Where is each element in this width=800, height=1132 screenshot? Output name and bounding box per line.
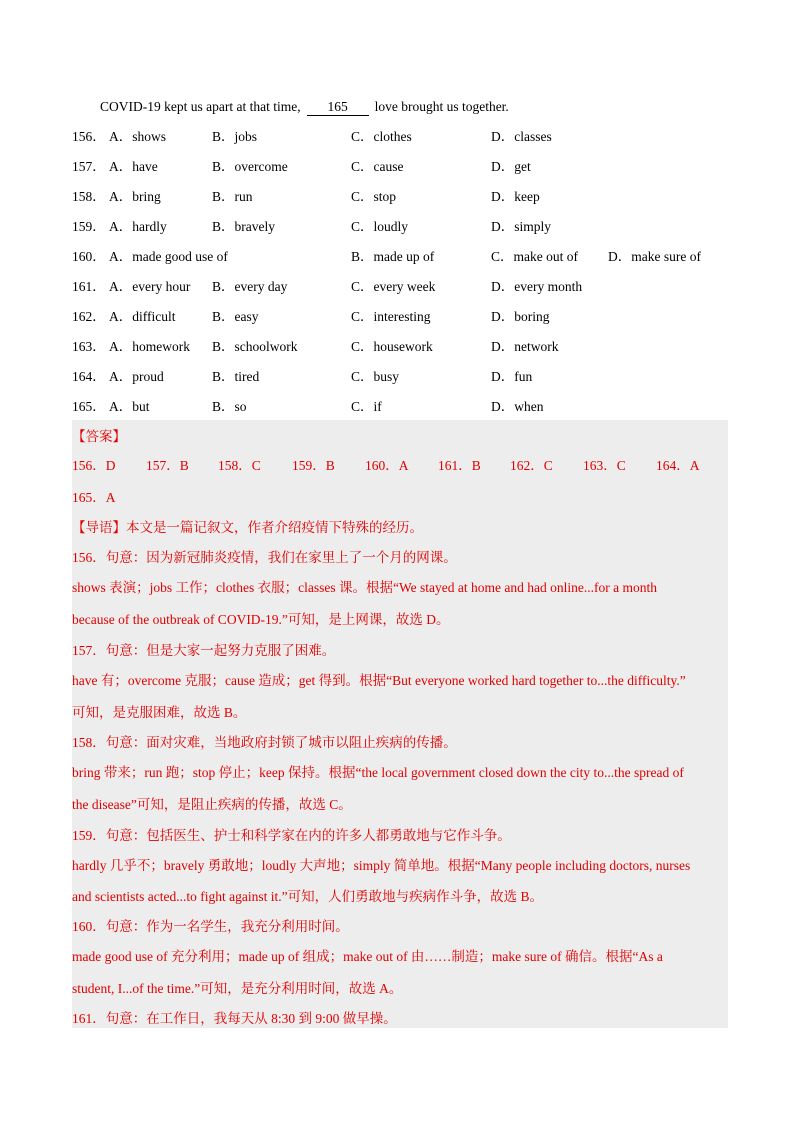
option-c: C．interesting — [351, 309, 431, 324]
option-d: C．make out of — [491, 249, 578, 264]
explanation-line: 158．句意：面对灾难，当地政府封锁了城市以阻止疾病的传播。 — [72, 735, 457, 750]
question-row — [72, 337, 732, 357]
explanation-line: bring 带来；run 跑；stop 停止；keep 保持。根据“the local government closed down the city to...the spread of — [72, 765, 684, 780]
option-b: B．run — [212, 189, 253, 204]
question-number: 164． — [72, 369, 106, 384]
option-a: A．proud — [109, 369, 164, 384]
answer-item: 160．A — [365, 458, 409, 473]
explanation-line: 160．句意：作为一名学生，我充分利用时间。 — [72, 919, 349, 934]
answer-row-2 — [72, 488, 116, 508]
explanation-line: 【导语】本文是一篇记叙文，作者介绍疫情下特殊的经历。 — [72, 520, 423, 535]
option-a: A．have — [109, 159, 158, 174]
explanation-line: student, I...of the time.”可知，是充分利用时间，故选 A。 — [72, 981, 403, 996]
explanation-line: hardly 几乎不；bravely 勇敢地；loudly 大声地；simply 简单地。根据“Many people including doctors, nurses — [72, 858, 691, 873]
option-c: C．stop — [351, 189, 397, 204]
option-d: D．make sure of — [608, 249, 701, 264]
option-c: C．if — [351, 399, 382, 414]
option-b: B．every day — [212, 279, 288, 294]
option-a: A．made good use of — [109, 249, 228, 264]
question-row — [72, 397, 732, 417]
answer-item: 164．A — [656, 458, 700, 473]
option-a: A．every hour — [109, 279, 191, 294]
option-b: B．overcome — [212, 159, 288, 174]
blank-165: 165 — [307, 99, 369, 116]
question-row — [72, 277, 732, 297]
option-c: C．cause — [351, 159, 404, 174]
explanation-line: 159．句意：包括医生、护士和科学家在内的许多人都勇敢地与它作斗争。 — [72, 828, 511, 843]
question-row — [72, 187, 732, 207]
option-b: B．schoolwork — [212, 339, 298, 354]
option-d: D．fun — [491, 369, 533, 384]
answer-item: 156．D — [72, 458, 116, 473]
question-number: 161． — [72, 279, 106, 294]
option-a: A．hardly — [109, 219, 167, 234]
answer-row-1 — [72, 456, 728, 476]
option-b: B．tired — [212, 369, 260, 384]
option-c: C．every week — [351, 279, 436, 294]
option-c: B．made up of — [351, 249, 435, 264]
option-c: C．loudly — [351, 219, 409, 234]
option-d: D．network — [491, 339, 559, 354]
answer-item: 159．B — [292, 458, 335, 473]
question-number: 165． — [72, 399, 106, 414]
question-number: 158． — [72, 189, 106, 204]
option-b: B．jobs — [212, 129, 258, 144]
question-number: 163． — [72, 339, 106, 354]
answer-header: 【答案】 — [72, 429, 126, 444]
option-d: D．simply — [491, 219, 552, 234]
question-row — [72, 247, 732, 267]
question-number: 157． — [72, 159, 106, 174]
option-d: D．get — [491, 159, 531, 174]
option-a: A．homework — [109, 339, 190, 354]
question-number: 156． — [72, 129, 106, 144]
answer-item: 165．A — [72, 490, 116, 505]
answer-item: 161．B — [438, 458, 481, 473]
explanation-line: 161．句意：在工作日，我每天从 8:30 到 9:00 做早操。 — [72, 1011, 397, 1026]
option-a: A．shows — [109, 129, 167, 144]
question-number: 159． — [72, 219, 106, 234]
explanation-line: and scientists acted...to fight against it.”可知，人们勇敢地与疾病作斗争，故选 B。 — [72, 889, 543, 904]
option-d: D．every month — [491, 279, 583, 294]
question-row — [72, 307, 732, 327]
option-b: B．easy — [212, 309, 259, 324]
question-row — [72, 127, 732, 147]
explanation-line: 157．句意：但是大家一起努力克服了困难。 — [72, 643, 336, 658]
answer-item: 157．B — [146, 458, 189, 473]
passage-last-sentence — [100, 97, 509, 117]
explanation-line: have 有；overcome 克服；cause 造成；get 得到。根据“But everyone worked hard together to...the difficulty.” — [72, 673, 686, 688]
explanation-line: made good use of 充分利用；made up of 组成；make out of 由……制造；make sure of 确信。根据“As a — [72, 949, 663, 964]
option-a: A．but — [109, 399, 150, 414]
option-d: D．when — [491, 399, 544, 414]
option-c: C．housework — [351, 339, 433, 354]
option-d: D．boring — [491, 309, 550, 324]
explanation-line: 可知，是克服困难，故选 B。 — [72, 705, 247, 720]
option-a: A．bring — [109, 189, 161, 204]
question-row — [72, 157, 732, 177]
question-number: 162． — [72, 309, 106, 324]
option-a: A．difficult — [109, 309, 176, 324]
answer-item: 162．C — [510, 458, 553, 473]
question-row — [72, 367, 732, 387]
option-d: D．keep — [491, 189, 540, 204]
option-b: B．bravely — [212, 219, 275, 234]
explanation-line: because of the outbreak of COVID-19.”可知，是上网课，故选 D。 — [72, 612, 450, 627]
answer-item: 158．C — [218, 458, 261, 473]
answer-item: 163．C — [583, 458, 626, 473]
option-c: C．busy — [351, 369, 400, 384]
explanation-line: 156．句意：因为新冠肺炎疫情，我们在家里上了一个月的网课。 — [72, 550, 457, 565]
explanation-line: the disease”可知，是阻止疾病的传播，故选 C。 — [72, 797, 352, 812]
question-row — [72, 217, 732, 237]
intro-text-after: love brought us together. — [374, 99, 509, 114]
question-number: 160． — [72, 249, 106, 264]
option-c: C．clothes — [351, 129, 412, 144]
intro-text-before: COVID-19 kept us apart at that time, — [100, 99, 301, 114]
option-b: B．so — [212, 399, 247, 414]
option-d: D．classes — [491, 129, 552, 144]
explanation-line: shows 表演；jobs 工作；clothes 衣服；classes 课。根据“We stayed at home and had online...for a month — [72, 580, 657, 595]
